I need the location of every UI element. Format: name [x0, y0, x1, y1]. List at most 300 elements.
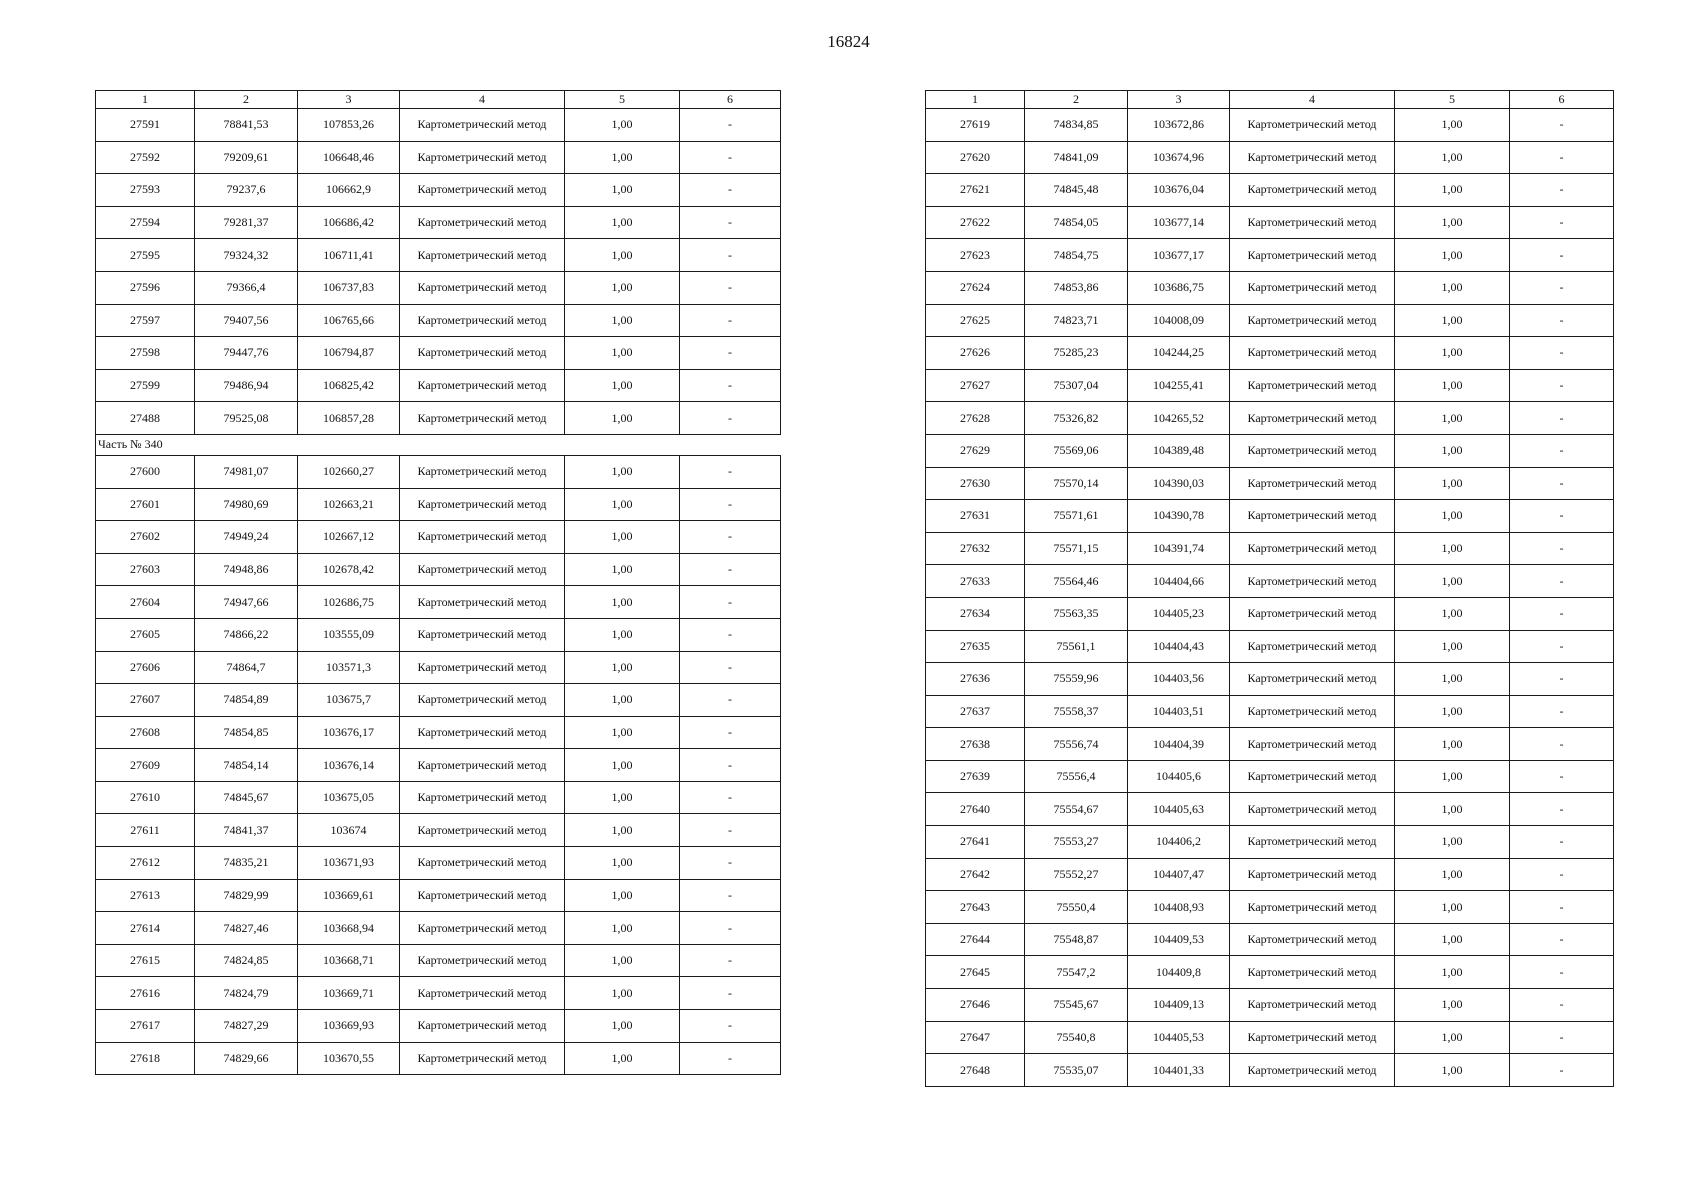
accuracy-cell: 1,00 [1395, 337, 1510, 370]
y-coordinate-cell: 104008,09 [1128, 304, 1230, 337]
accuracy-cell: 1,00 [1395, 858, 1510, 891]
accuracy-cell: 1,00 [565, 141, 680, 174]
x-coordinate-cell: 74947,66 [195, 586, 298, 619]
table-row [926, 532, 1614, 565]
y-coordinate-cell: 103674 [298, 814, 400, 847]
point-number-cell: 27612 [96, 847, 195, 880]
method-cell: Картометрический метод [400, 141, 565, 174]
y-coordinate-cell: 104255,41 [1128, 369, 1230, 402]
point-number-cell: 27600 [96, 455, 195, 488]
table-row [926, 434, 1614, 467]
table-row [926, 467, 1614, 500]
method-cell: Картометрический метод [1230, 337, 1395, 370]
accuracy-cell: 1,00 [565, 749, 680, 782]
method-cell: Картометрический метод [400, 304, 565, 337]
x-coordinate-cell: 74834,85 [1025, 109, 1128, 142]
accuracy-cell: 1,00 [1395, 304, 1510, 337]
note-cell: - [680, 369, 781, 402]
note-cell: - [1510, 467, 1614, 500]
y-coordinate-cell: 104403,56 [1128, 663, 1230, 696]
note-cell: - [680, 553, 781, 586]
note-cell: - [1510, 630, 1614, 663]
accuracy-cell: 1,00 [565, 847, 680, 880]
table-row [926, 174, 1614, 207]
method-cell: Картометрический метод [400, 847, 565, 880]
x-coordinate-cell: 74854,75 [1025, 239, 1128, 272]
table-row [96, 879, 781, 912]
note-cell: - [680, 271, 781, 304]
column-header: 4 [1230, 91, 1395, 109]
section-header-row [96, 434, 781, 455]
method-cell: Картометрический метод [1230, 793, 1395, 826]
point-number-cell: 27623 [926, 239, 1025, 272]
point-number-cell: 27604 [96, 586, 195, 619]
note-cell: - [680, 109, 781, 142]
table-row [96, 521, 781, 554]
method-cell: Картометрический метод [400, 651, 565, 684]
table-row [96, 749, 781, 782]
note-cell: - [1510, 663, 1614, 696]
point-number-cell: 27602 [96, 521, 195, 554]
method-cell: Картометрический метод [400, 337, 565, 370]
table-row [926, 239, 1614, 272]
y-coordinate-cell: 104401,33 [1128, 1054, 1230, 1087]
accuracy-cell: 1,00 [1395, 206, 1510, 239]
y-coordinate-cell: 103677,14 [1128, 206, 1230, 239]
point-number-cell: 27638 [926, 728, 1025, 761]
table-row [926, 565, 1614, 598]
x-coordinate-cell: 75556,4 [1025, 760, 1128, 793]
y-coordinate-cell: 103676,04 [1128, 174, 1230, 207]
x-coordinate-cell: 75561,1 [1025, 630, 1128, 663]
accuracy-cell: 1,00 [1395, 109, 1510, 142]
x-coordinate-cell: 75547,2 [1025, 956, 1128, 989]
accuracy-cell: 1,00 [1395, 630, 1510, 663]
note-cell: - [680, 488, 781, 521]
table-row [926, 728, 1614, 761]
y-coordinate-cell: 103671,93 [298, 847, 400, 880]
table-row [96, 369, 781, 402]
accuracy-cell: 1,00 [1395, 793, 1510, 826]
table-row [96, 847, 781, 880]
table-row [96, 206, 781, 239]
x-coordinate-cell: 79209,61 [195, 141, 298, 174]
y-coordinate-cell: 102660,27 [298, 455, 400, 488]
note-cell: - [1510, 369, 1614, 402]
point-number-cell: 27628 [926, 402, 1025, 435]
note-cell: - [1510, 206, 1614, 239]
y-coordinate-cell: 104244,25 [1128, 337, 1230, 370]
x-coordinate-cell: 78841,53 [195, 109, 298, 142]
method-cell: Картометрический метод [1230, 1021, 1395, 1054]
column-header: 2 [195, 91, 298, 109]
note-cell: - [680, 618, 781, 651]
point-number-cell: 27635 [926, 630, 1025, 663]
table-row [926, 760, 1614, 793]
column-header: 3 [298, 91, 400, 109]
x-coordinate-cell: 75285,23 [1025, 337, 1128, 370]
point-number-cell: 27632 [926, 532, 1025, 565]
point-number-cell: 27620 [926, 141, 1025, 174]
table-row [96, 944, 781, 977]
point-number-cell: 27637 [926, 695, 1025, 728]
method-cell: Картометрический метод [1230, 1054, 1395, 1087]
y-coordinate-cell: 104408,93 [1128, 891, 1230, 924]
note-cell: - [680, 455, 781, 488]
accuracy-cell: 1,00 [1395, 141, 1510, 174]
accuracy-cell: 1,00 [565, 879, 680, 912]
y-coordinate-cell: 103675,7 [298, 684, 400, 717]
y-coordinate-cell: 106857,28 [298, 402, 400, 435]
note-cell: - [1510, 1054, 1614, 1087]
method-cell: Картометрический метод [1230, 206, 1395, 239]
page-number: 16824 [827, 32, 870, 51]
table-row [926, 891, 1614, 924]
x-coordinate-cell: 74845,67 [195, 781, 298, 814]
table-row [96, 271, 781, 304]
x-coordinate-cell: 79281,37 [195, 206, 298, 239]
method-cell: Картометрический метод [1230, 956, 1395, 989]
accuracy-cell: 1,00 [565, 1042, 680, 1075]
accuracy-cell: 1,00 [565, 553, 680, 586]
method-cell: Картометрический метод [400, 618, 565, 651]
point-number-cell: 27629 [926, 434, 1025, 467]
point-number-cell: 27630 [926, 467, 1025, 500]
note-cell: - [680, 174, 781, 207]
y-coordinate-cell: 106737,83 [298, 271, 400, 304]
note-cell: - [1510, 760, 1614, 793]
x-coordinate-cell: 74949,24 [195, 521, 298, 554]
point-number-cell: 27642 [926, 858, 1025, 891]
method-cell: Картометрический метод [1230, 532, 1395, 565]
point-number-cell: 27641 [926, 826, 1025, 859]
method-cell: Картометрический метод [1230, 597, 1395, 630]
y-coordinate-cell: 106662,9 [298, 174, 400, 207]
y-coordinate-cell: 103670,55 [298, 1042, 400, 1075]
method-cell: Картометрический метод [400, 369, 565, 402]
point-number-cell: 27633 [926, 565, 1025, 598]
table-row [926, 337, 1614, 370]
table-row [926, 141, 1614, 174]
accuracy-cell: 1,00 [1395, 760, 1510, 793]
method-cell: Картометрический метод [400, 1010, 565, 1043]
accuracy-cell: 1,00 [1395, 174, 1510, 207]
method-cell: Картометрический метод [1230, 858, 1395, 891]
y-coordinate-cell: 104405,23 [1128, 597, 1230, 630]
note-cell: - [680, 977, 781, 1010]
table-row [96, 618, 781, 651]
method-cell: Картометрический метод [1230, 500, 1395, 533]
x-coordinate-cell: 75552,27 [1025, 858, 1128, 891]
accuracy-cell: 1,00 [565, 521, 680, 554]
x-coordinate-cell: 75559,96 [1025, 663, 1128, 696]
y-coordinate-cell: 104390,78 [1128, 500, 1230, 533]
y-coordinate-cell: 104407,47 [1128, 858, 1230, 891]
y-coordinate-cell: 104390,03 [1128, 467, 1230, 500]
y-coordinate-cell: 106825,42 [298, 369, 400, 402]
note-cell: - [1510, 793, 1614, 826]
x-coordinate-cell: 74980,69 [195, 488, 298, 521]
method-cell: Картометрический метод [400, 944, 565, 977]
y-coordinate-cell: 102678,42 [298, 553, 400, 586]
method-cell: Картометрический метод [400, 206, 565, 239]
accuracy-cell: 1,00 [565, 618, 680, 651]
x-coordinate-cell: 74824,85 [195, 944, 298, 977]
method-cell: Картометрический метод [400, 586, 565, 619]
method-cell: Картометрический метод [1230, 109, 1395, 142]
accuracy-cell: 1,00 [565, 174, 680, 207]
note-cell: - [1510, 434, 1614, 467]
point-number-cell: 27622 [926, 206, 1025, 239]
point-number-cell: 27615 [96, 944, 195, 977]
note-cell: - [680, 141, 781, 174]
x-coordinate-cell: 75571,15 [1025, 532, 1128, 565]
table-row [96, 239, 781, 272]
method-cell: Картометрический метод [400, 174, 565, 207]
note-cell: - [680, 402, 781, 435]
accuracy-cell: 1,00 [565, 781, 680, 814]
x-coordinate-cell: 74854,05 [1025, 206, 1128, 239]
y-coordinate-cell: 103677,17 [1128, 239, 1230, 272]
y-coordinate-cell: 104405,53 [1128, 1021, 1230, 1054]
y-coordinate-cell: 107853,26 [298, 109, 400, 142]
method-cell: Картометрический метод [400, 553, 565, 586]
x-coordinate-cell: 75307,04 [1025, 369, 1128, 402]
note-cell: - [1510, 532, 1614, 565]
table-row [96, 716, 781, 749]
point-number-cell: 27647 [926, 1021, 1025, 1054]
point-number-cell: 27614 [96, 912, 195, 945]
note-cell: - [680, 912, 781, 945]
accuracy-cell: 1,00 [1395, 826, 1510, 859]
accuracy-cell: 1,00 [1395, 695, 1510, 728]
point-number-cell: 27598 [96, 337, 195, 370]
table-row [926, 956, 1614, 989]
table-body [96, 109, 781, 1075]
y-coordinate-cell: 103675,05 [298, 781, 400, 814]
accuracy-cell: 1,00 [1395, 402, 1510, 435]
accuracy-cell: 1,00 [1395, 532, 1510, 565]
point-number-cell: 27626 [926, 337, 1025, 370]
column-header: 1 [926, 91, 1025, 109]
y-coordinate-cell: 104409,53 [1128, 923, 1230, 956]
point-number-cell: 27607 [96, 684, 195, 717]
y-coordinate-cell: 103672,86 [1128, 109, 1230, 142]
x-coordinate-cell: 74824,79 [195, 977, 298, 1010]
accuracy-cell: 1,00 [1395, 239, 1510, 272]
accuracy-cell: 1,00 [1395, 597, 1510, 630]
table-row [96, 109, 781, 142]
coordinates-table-left [95, 90, 781, 1075]
y-coordinate-cell: 104405,6 [1128, 760, 1230, 793]
point-number-cell: 27611 [96, 814, 195, 847]
y-coordinate-cell: 104265,52 [1128, 402, 1230, 435]
method-cell: Картометрический метод [1230, 174, 1395, 207]
accuracy-cell: 1,00 [1395, 728, 1510, 761]
y-coordinate-cell: 104404,43 [1128, 630, 1230, 663]
point-number-cell: 27591 [96, 109, 195, 142]
column-header: 6 [680, 91, 781, 109]
accuracy-cell: 1,00 [565, 651, 680, 684]
point-number-cell: 27596 [96, 271, 195, 304]
accuracy-cell: 1,00 [1395, 923, 1510, 956]
table-row [96, 402, 781, 435]
method-cell: Картометрический метод [1230, 826, 1395, 859]
table-row [96, 814, 781, 847]
y-coordinate-cell: 106648,46 [298, 141, 400, 174]
point-number-cell: 27619 [926, 109, 1025, 142]
accuracy-cell: 1,00 [565, 271, 680, 304]
point-number-cell: 27597 [96, 304, 195, 337]
x-coordinate-cell: 74823,71 [1025, 304, 1128, 337]
accuracy-cell: 1,00 [565, 402, 680, 435]
point-number-cell: 27609 [96, 749, 195, 782]
accuracy-cell: 1,00 [565, 586, 680, 619]
note-cell: - [680, 304, 781, 337]
table-row [96, 304, 781, 337]
note-cell: - [680, 879, 781, 912]
table-row [926, 402, 1614, 435]
x-coordinate-cell: 79407,56 [195, 304, 298, 337]
method-cell: Картометрический метод [1230, 271, 1395, 304]
accuracy-cell: 1,00 [1395, 369, 1510, 402]
y-coordinate-cell: 106711,41 [298, 239, 400, 272]
method-cell: Картометрический метод [400, 879, 565, 912]
section-title: Часть № 340 [96, 434, 781, 455]
note-cell: - [1510, 402, 1614, 435]
y-coordinate-cell: 104405,63 [1128, 793, 1230, 826]
point-number-cell: 27644 [926, 923, 1025, 956]
method-cell: Картометрический метод [400, 109, 565, 142]
y-coordinate-cell: 102663,21 [298, 488, 400, 521]
point-number-cell: 27616 [96, 977, 195, 1010]
accuracy-cell: 1,00 [565, 337, 680, 370]
table-row [926, 500, 1614, 533]
x-coordinate-cell: 74829,66 [195, 1042, 298, 1075]
y-coordinate-cell: 103669,61 [298, 879, 400, 912]
note-cell: - [680, 239, 781, 272]
y-coordinate-cell: 104409,13 [1128, 989, 1230, 1022]
accuracy-cell: 1,00 [1395, 956, 1510, 989]
note-cell: - [1510, 109, 1614, 142]
column-header: 6 [1510, 91, 1614, 109]
note-cell: - [680, 847, 781, 880]
table-row [96, 684, 781, 717]
accuracy-cell: 1,00 [1395, 565, 1510, 598]
x-coordinate-cell: 74854,85 [195, 716, 298, 749]
accuracy-cell: 1,00 [1395, 434, 1510, 467]
table-row [926, 858, 1614, 891]
method-cell: Картометрический метод [400, 271, 565, 304]
y-coordinate-cell: 106794,87 [298, 337, 400, 370]
y-coordinate-cell: 104404,66 [1128, 565, 1230, 598]
method-cell: Картометрический метод [400, 1042, 565, 1075]
point-number-cell: 27645 [926, 956, 1025, 989]
accuracy-cell: 1,00 [565, 206, 680, 239]
y-coordinate-cell: 102686,75 [298, 586, 400, 619]
accuracy-cell: 1,00 [1395, 1021, 1510, 1054]
note-cell: - [680, 586, 781, 619]
x-coordinate-cell: 75326,82 [1025, 402, 1128, 435]
point-number-cell: 27618 [96, 1042, 195, 1075]
x-coordinate-cell: 74827,29 [195, 1010, 298, 1043]
x-coordinate-cell: 75569,06 [1025, 434, 1128, 467]
method-cell: Картометрический метод [1230, 141, 1395, 174]
x-coordinate-cell: 74981,07 [195, 455, 298, 488]
column-header: 4 [400, 91, 565, 109]
note-cell: - [1510, 141, 1614, 174]
x-coordinate-cell: 75550,4 [1025, 891, 1128, 924]
x-coordinate-cell: 75564,46 [1025, 565, 1128, 598]
method-cell: Картометрический метод [1230, 923, 1395, 956]
x-coordinate-cell: 79525,08 [195, 402, 298, 435]
accuracy-cell: 1,00 [1395, 467, 1510, 500]
point-number-cell: 27594 [96, 206, 195, 239]
point-number-cell: 27646 [926, 989, 1025, 1022]
accuracy-cell: 1,00 [565, 488, 680, 521]
note-cell: - [680, 1010, 781, 1043]
point-number-cell: 27624 [926, 271, 1025, 304]
x-coordinate-cell: 75553,27 [1025, 826, 1128, 859]
accuracy-cell: 1,00 [565, 239, 680, 272]
note-cell: - [1510, 500, 1614, 533]
y-coordinate-cell: 104391,74 [1128, 532, 1230, 565]
y-coordinate-cell: 104406,2 [1128, 826, 1230, 859]
table-row [926, 663, 1614, 696]
table-row [96, 781, 781, 814]
table-row [926, 1054, 1614, 1087]
table-row [926, 630, 1614, 663]
note-cell: - [1510, 923, 1614, 956]
table-row [96, 651, 781, 684]
y-coordinate-cell: 106686,42 [298, 206, 400, 239]
point-number-cell: 27601 [96, 488, 195, 521]
method-cell: Картометрический метод [1230, 239, 1395, 272]
table-row [926, 271, 1614, 304]
point-number-cell: 27610 [96, 781, 195, 814]
table-row [96, 174, 781, 207]
note-cell: - [1510, 174, 1614, 207]
table-row [926, 304, 1614, 337]
coordinates-table-right [925, 90, 1614, 1087]
table-row [926, 826, 1614, 859]
point-number-cell: 27488 [96, 402, 195, 435]
note-cell: - [680, 814, 781, 847]
method-cell: Картометрический метод [1230, 630, 1395, 663]
table-row [96, 141, 781, 174]
note-cell: - [1510, 826, 1614, 859]
method-cell: Картометрический метод [400, 977, 565, 1010]
table-row [926, 206, 1614, 239]
method-cell: Картометрический метод [1230, 760, 1395, 793]
accuracy-cell: 1,00 [1395, 891, 1510, 924]
accuracy-cell: 1,00 [1395, 1054, 1510, 1087]
table-row [96, 1042, 781, 1075]
method-cell: Картометрический метод [400, 455, 565, 488]
accuracy-cell: 1,00 [1395, 989, 1510, 1022]
column-header: 1 [96, 91, 195, 109]
point-number-cell: 27613 [96, 879, 195, 912]
accuracy-cell: 1,00 [565, 716, 680, 749]
x-coordinate-cell: 79447,76 [195, 337, 298, 370]
accuracy-cell: 1,00 [565, 912, 680, 945]
y-coordinate-cell: 104403,51 [1128, 695, 1230, 728]
point-number-cell: 27621 [926, 174, 1025, 207]
x-coordinate-cell: 74866,22 [195, 618, 298, 651]
point-number-cell: 27593 [96, 174, 195, 207]
x-coordinate-cell: 74841,37 [195, 814, 298, 847]
point-number-cell: 27631 [926, 500, 1025, 533]
